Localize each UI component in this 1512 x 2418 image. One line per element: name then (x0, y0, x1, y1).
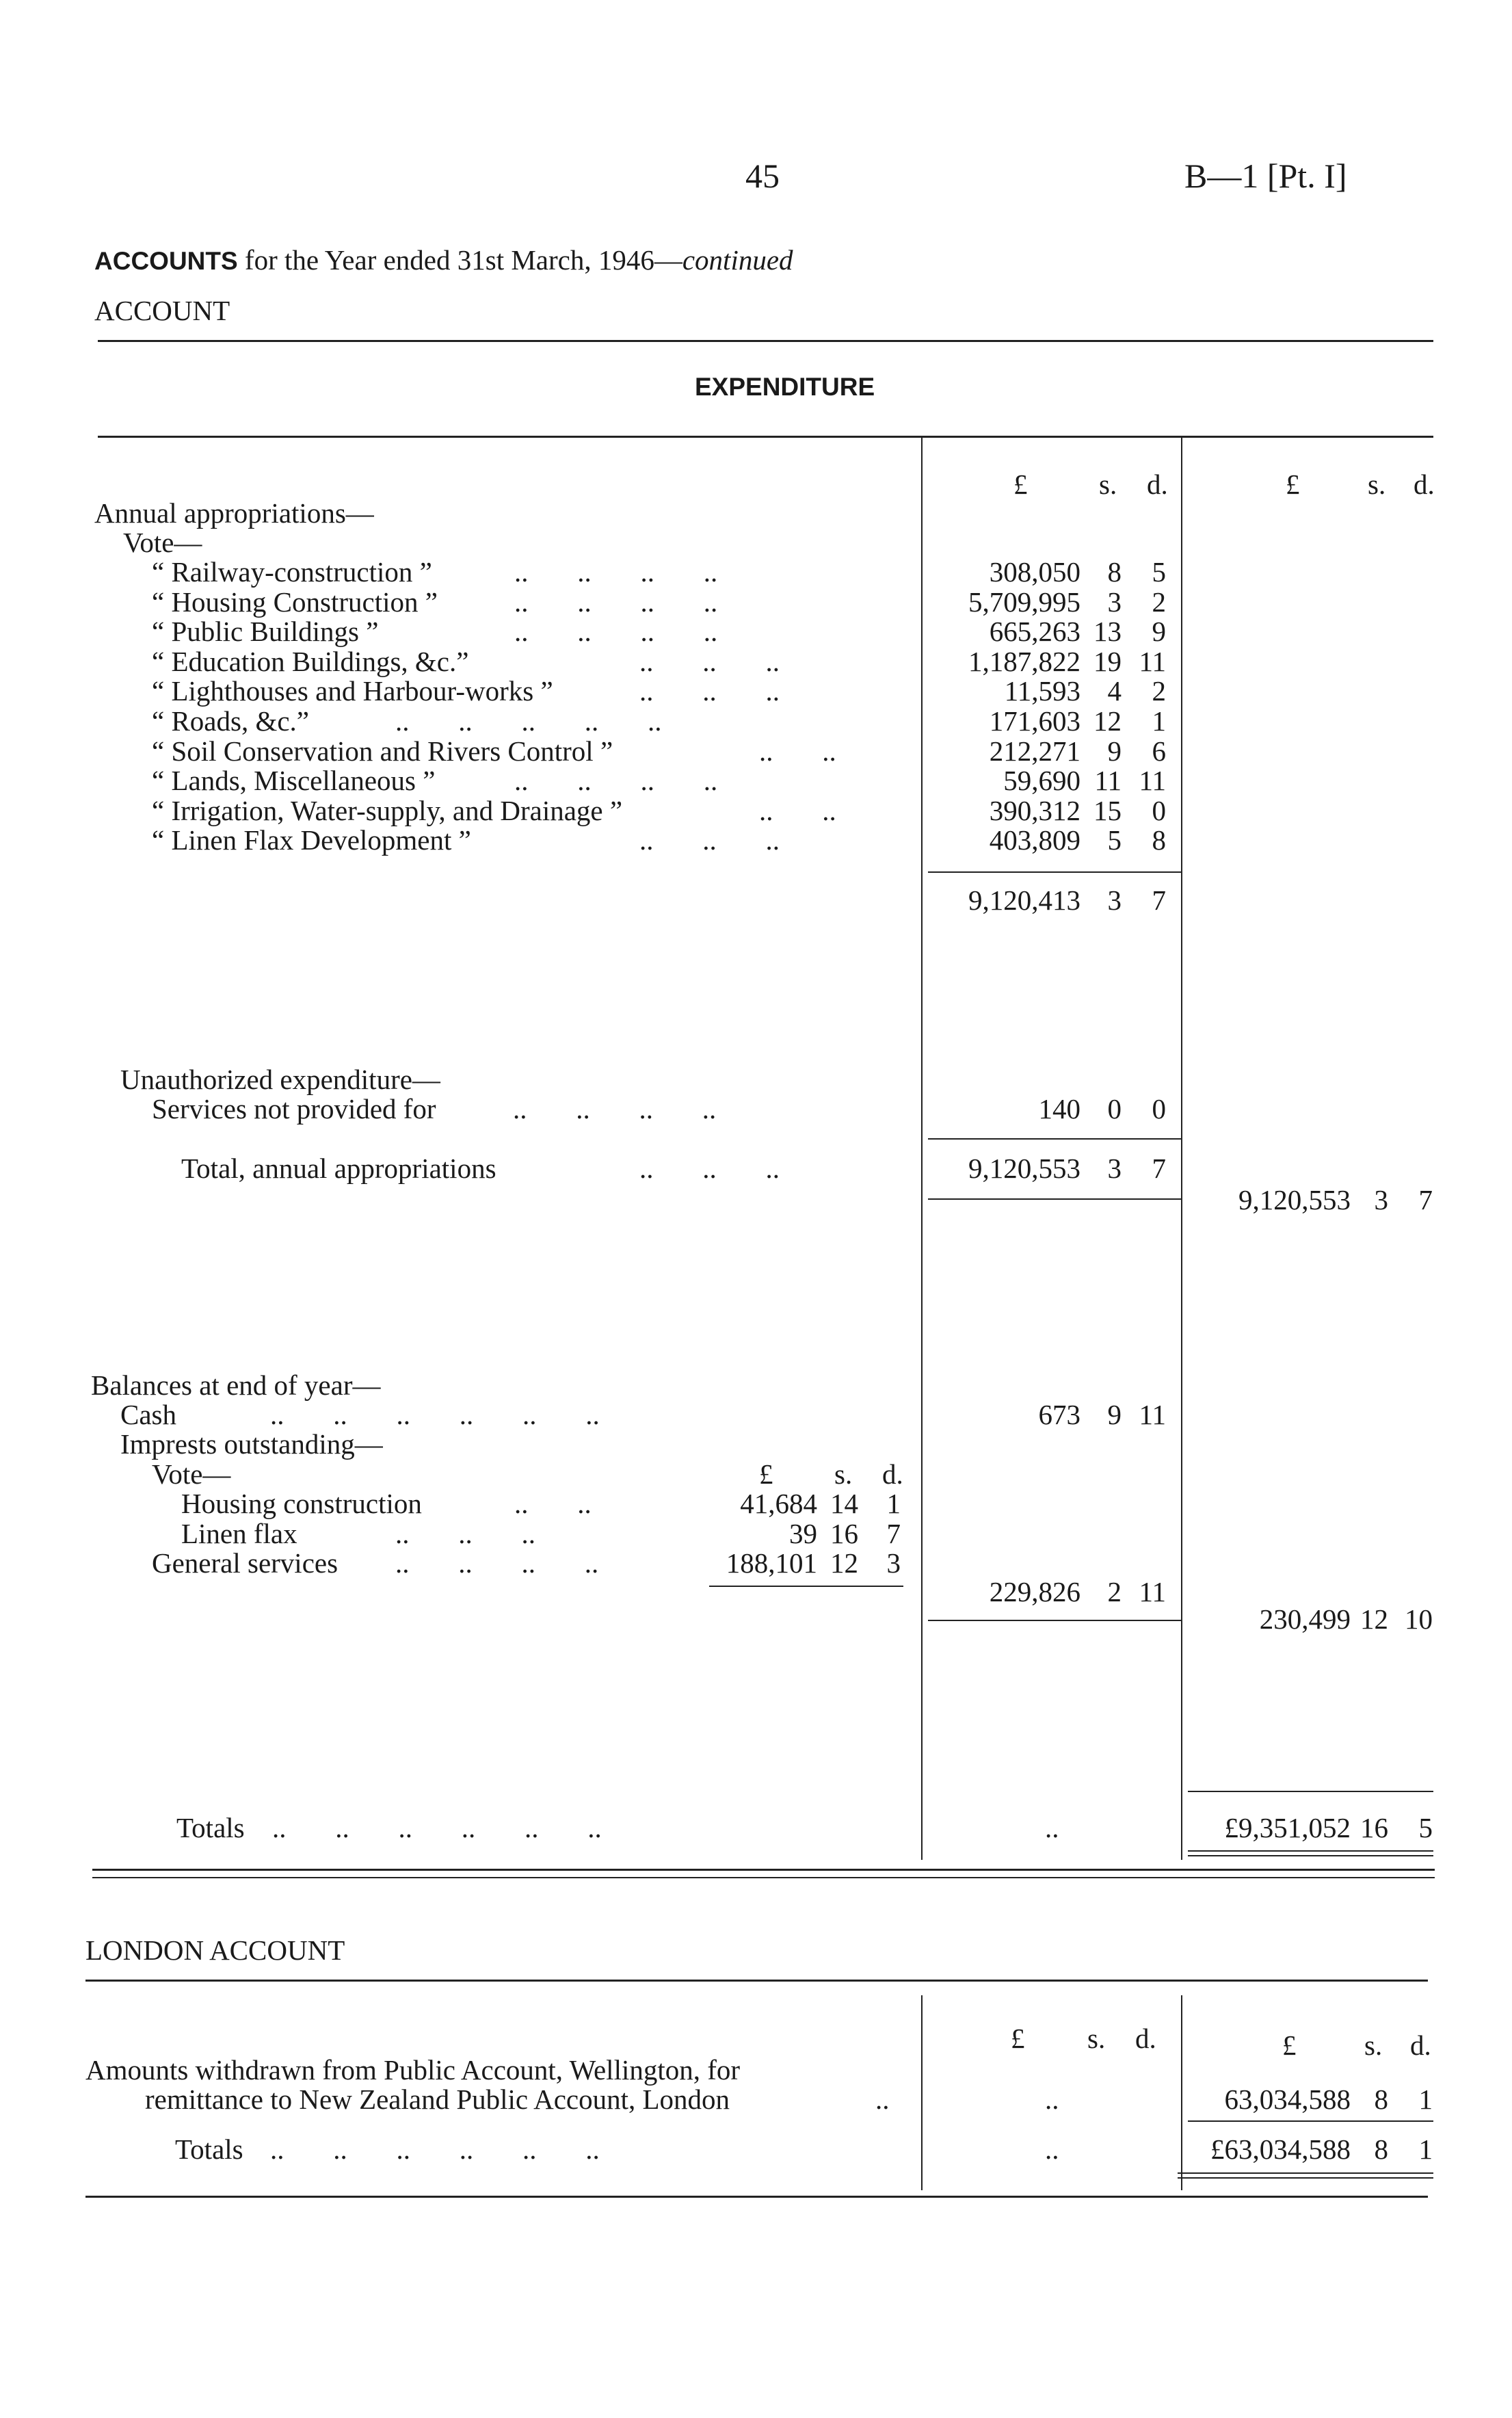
cash-s: 9 (1107, 1399, 1122, 1430)
vote-shillings: 13 (1093, 616, 1122, 648)
unauthorized-label: Unauthorized expenditure— (120, 1064, 440, 1095)
rule-votes-subtotal (928, 871, 1181, 873)
imprest-pence: 1 (886, 1488, 901, 1519)
vote-pounds: 59,690 (1003, 765, 1080, 797)
london-line-1: Amounts withdrawn from Public Account, Wellington, for (85, 2054, 741, 2086)
rule-top (98, 340, 1433, 342)
vote-pence: 5 (1152, 556, 1166, 588)
col-pound: £ (1013, 469, 1028, 500)
leader-dots: .. (875, 2084, 890, 2115)
imprests-vote-label: Vote— (152, 1458, 231, 1490)
imprest-pounds: 39 (789, 1517, 817, 1549)
vote-pence: 11 (1139, 765, 1166, 797)
imprest-name: Housing construction (181, 1488, 422, 1519)
vote-name: “ Irrigation, Water-supply, and Drainage ” (152, 794, 623, 826)
leader-dots: .. .. .. .. .. .. (270, 2133, 600, 2165)
leader-dots: .. .. .. .. .. (395, 705, 662, 737)
rule-grand-total-1 (1188, 1850, 1433, 1852)
document-reference: B—1 [Pt. I] (1184, 157, 1347, 195)
vote-pence: 9 (1152, 616, 1166, 648)
carried-annual-d: 7 (1418, 1184, 1433, 1215)
vrule-left (921, 436, 923, 1860)
london-col-s-2: s. (1364, 2029, 1383, 2061)
leader-dots: .. .. .. (639, 824, 780, 856)
leader-dots: .. .. (759, 794, 836, 826)
balances-total-d: 10 (1405, 1603, 1433, 1635)
vote-shillings: 3 (1107, 586, 1122, 618)
vote-pence: 1 (1152, 705, 1166, 737)
vote-name: “ Linen Flax Development ” (152, 824, 471, 856)
carried-annual-pounds: 9,120,553 (1238, 1184, 1351, 1215)
balances-label: Balances at end of year— (91, 1369, 381, 1401)
london-rule-total-1 (1178, 2172, 1433, 2174)
expenditure-heading: EXPENDITURE (695, 373, 875, 401)
imprest-pence: 7 (886, 1517, 901, 1549)
vote-shillings: 9 (1107, 735, 1122, 767)
totals-label: Totals (176, 1812, 245, 1843)
page-title (94, 246, 793, 274)
col-shillings-2: s. (1368, 469, 1386, 500)
vote-pounds: 403,809 (989, 824, 1080, 856)
london-heading: LONDON ACCOUNT (85, 1934, 345, 1966)
unauthorized-d: 0 (1152, 1093, 1166, 1125)
grand-total-s: 16 (1360, 1812, 1388, 1843)
london-col-d: d. (1135, 2023, 1156, 2054)
london-total-s: 8 (1374, 2133, 1388, 2165)
london-total-d: 1 (1418, 2133, 1433, 2165)
account-subtitle: ACCOUNT (94, 295, 230, 326)
vote-name: “ Lands, Miscellaneous ” (152, 765, 436, 797)
col-pound-2: £ (1286, 469, 1300, 500)
london-line-2: remittance to New Zealand Public Account, London (145, 2084, 730, 2115)
vote-pence: 2 (1152, 586, 1166, 618)
rule-grand-total-2 (1188, 1855, 1433, 1856)
vote-pence: 11 (1139, 645, 1166, 677)
imprest-shillings: 12 (830, 1547, 858, 1579)
total-annual-d: 7 (1152, 1153, 1166, 1184)
leader-dots: .. .. .. .. (514, 556, 718, 588)
leader-dots: .. .. .. .. .. .. (272, 1812, 602, 1843)
rule-page-end (85, 2196, 1428, 2198)
imprest-pence: 3 (886, 1547, 901, 1579)
vote-name: “ Education Buildings, &c.” (152, 645, 469, 677)
vote-pounds: 171,603 (989, 705, 1080, 737)
vote-pounds: 665,263 (989, 616, 1080, 648)
leader-dots: .. .. .. (395, 1517, 535, 1549)
london-amount-d: 1 (1418, 2084, 1433, 2115)
vote-pence: 6 (1152, 735, 1166, 767)
rule-london-top (85, 1980, 1428, 1982)
vote-pounds: 5,709,995 (968, 586, 1080, 618)
leader-dots: .. .. .. .. .. .. (270, 1399, 600, 1430)
unauthorized-s: 0 (1107, 1093, 1122, 1125)
leader-dots: .. .. (759, 735, 836, 767)
london-totals-mid: .. (1045, 2133, 1059, 2165)
london-rule-above-total (1188, 2120, 1433, 2122)
leader-dots: .. .. .. .. (514, 765, 718, 797)
vote-name: “ Housing Construction ” (152, 586, 438, 618)
london-mid-dots: .. (1045, 2084, 1059, 2115)
leader-dots: .. .. .. (639, 645, 780, 677)
vote-name: “ Lighthouses and Harbour-works ” (152, 675, 553, 707)
rule-imprests (709, 1586, 903, 1587)
vote-pounds: 1,187,822 (968, 645, 1080, 677)
imprests-total-d: 11 (1139, 1576, 1166, 1607)
vote-pounds: 308,050 (989, 556, 1080, 588)
title-rest: for the Year ended 31st March, 1946— (244, 244, 682, 276)
cash-pounds: 673 (1038, 1399, 1080, 1430)
imprest-name: General services (152, 1547, 339, 1579)
cash-label: Cash (120, 1399, 176, 1430)
vote-pounds: 11,593 (1004, 675, 1080, 707)
vote-name: “ Soil Conservation and Rivers Control ” (152, 735, 613, 767)
vote-name: “ Railway-construction ” (152, 556, 432, 588)
rule-under-total-annual (928, 1198, 1181, 1200)
imprests-total-s: 2 (1107, 1576, 1122, 1607)
london-rule-total-2 (1178, 2177, 1433, 2179)
london-amount-pounds: 63,034,588 (1224, 2084, 1351, 2115)
imprest-pounds: 188,101 (726, 1547, 817, 1579)
vote-pence: 2 (1152, 675, 1166, 707)
balances-total-s: 12 (1360, 1603, 1388, 1635)
vote-name: “ Public Buildings ” (152, 616, 379, 648)
imprest-name: Linen flax (181, 1517, 297, 1549)
imprest-pounds: 41,684 (740, 1488, 817, 1519)
rule-under-heading (98, 436, 1433, 438)
london-totals-label: Totals (175, 2133, 243, 2165)
grand-total-d: 5 (1418, 1812, 1433, 1843)
vote-shillings: 11 (1094, 765, 1122, 797)
imprests-col-pound: £ (759, 1458, 773, 1490)
col-pence-2: d. (1414, 469, 1435, 500)
leader-dots: .. .. .. .. (513, 1093, 717, 1125)
vote-shillings: 8 (1107, 556, 1122, 588)
leader-dots: .. .. .. (639, 1153, 780, 1184)
leader-dots: .. .. (514, 1488, 592, 1519)
rule-section-end-1 (92, 1869, 1435, 1871)
votes-subtotal-s: 3 (1107, 884, 1122, 916)
rule-under-imprests (928, 1620, 1181, 1621)
votes-subtotal-pounds: 9,120,413 (968, 884, 1080, 916)
london-col-s: s. (1087, 2023, 1106, 2054)
leader-dots: .. .. .. .. (514, 586, 718, 618)
rule-section-end-2 (92, 1877, 1435, 1878)
imprests-label: Imprests outstanding— (120, 1428, 383, 1460)
leader-dots: .. .. .. .. (514, 616, 718, 648)
grand-total-pounds: £9,351,052 (1224, 1812, 1351, 1843)
london-total-pounds: £63,034,588 (1210, 2133, 1351, 2165)
leader-dots: .. .. .. .. (395, 1547, 599, 1579)
vote-shillings: 15 (1093, 794, 1122, 826)
vote-shillings: 19 (1093, 645, 1122, 677)
unauthorized-item: Services not provided for (152, 1093, 436, 1125)
vote-shillings: 5 (1107, 824, 1122, 856)
london-vrule-left (921, 1995, 923, 2190)
imprest-shillings: 14 (830, 1488, 858, 1519)
imprests-total-pounds: 229,826 (989, 1576, 1080, 1607)
unauthorized-pounds: 140 (1038, 1093, 1080, 1125)
total-annual-s: 3 (1107, 1153, 1122, 1184)
vote-pence: 8 (1152, 824, 1166, 856)
carried-annual-s: 3 (1374, 1184, 1388, 1215)
imprests-col-d: d. (882, 1458, 903, 1490)
vote-shillings: 12 (1093, 705, 1122, 737)
total-annual-label: Total, annual appropriations (181, 1153, 496, 1184)
london-col-pound-2: £ (1282, 2029, 1297, 2061)
votes-subtotal-d: 7 (1152, 884, 1166, 916)
cash-d: 11 (1139, 1399, 1166, 1430)
vote-label: Vote— (123, 527, 202, 558)
col-pence: d. (1147, 469, 1168, 500)
london-amount-s: 8 (1374, 2084, 1388, 2115)
title-bold: ACCOUNTS (94, 247, 238, 275)
col-shillings: s. (1099, 469, 1117, 500)
total-annual-pounds: 9,120,553 (968, 1153, 1080, 1184)
vote-pounds: 390,312 (989, 794, 1080, 826)
rule-above-grand-total (1188, 1791, 1433, 1792)
vote-name: “ Roads, &c.” (152, 705, 309, 737)
imprests-col-s: s. (834, 1458, 853, 1490)
vrule-right (1181, 436, 1182, 1860)
london-col-d-2: d. (1410, 2029, 1431, 2061)
vote-pence: 0 (1152, 794, 1166, 826)
leader-dots: .. .. .. (639, 675, 780, 707)
vote-shillings: 4 (1107, 675, 1122, 707)
page-number: 45 (745, 157, 780, 195)
rule-total-annual (928, 1138, 1181, 1140)
title-italic: continued (682, 244, 793, 276)
imprest-shillings: 16 (830, 1517, 858, 1549)
totals-mid-dots: .. (1045, 1812, 1059, 1843)
balances-total-pounds: 230,499 (1259, 1603, 1351, 1635)
annual-appropriations-label: Annual appropriations— (94, 497, 374, 529)
vote-pounds: 212,271 (989, 735, 1080, 767)
london-col-pound: £ (1011, 2023, 1025, 2054)
